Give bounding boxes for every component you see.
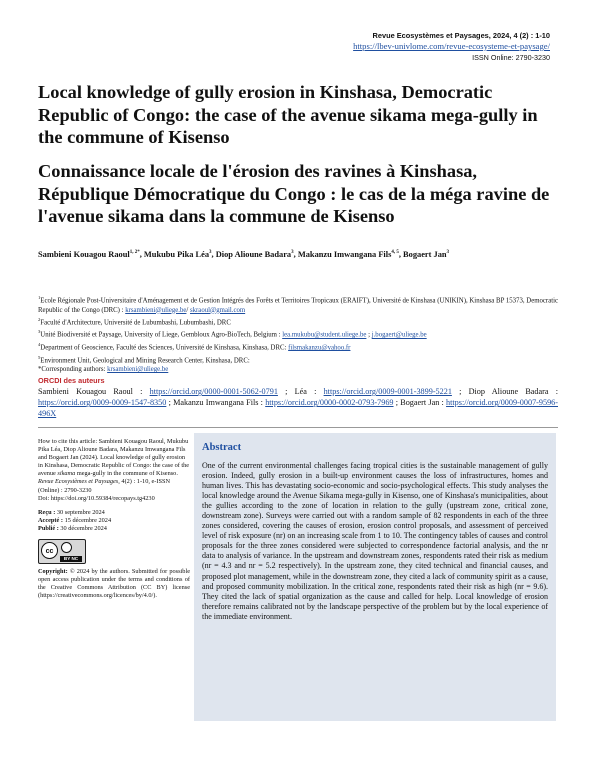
journal-url-link[interactable]: https://lbev-univlome.com/revue-ecosysteme-et-paysage/ bbox=[353, 41, 550, 51]
received-date bbox=[38, 509, 190, 517]
orcid-section bbox=[38, 375, 558, 419]
abstract-text: One of the current environmental challenges facing tropical cities is the sustainable management of gully erosion. Indeed, gully erosion in a built-up environment causes the loss of infrastructures, homes and human lives. This has devastating socio-economic and socio-psychological effects. This study analyses the local knowledge around the Avenue Sikama mega-gully in Kisenso, one of Kinshasa's municipalities, about the gullies according to the zone of location in relation to the gully (upstream zone, critical zone, downstream zone). Surveys were carried out with a random sample of 82 respondents in each of the three zones considered, covering the causes of erosion, erosion control proposals, and assessment of perceived level of risk exposure (nr) on an increasing scale from 1 to 10. The contingency tables of causes and control proposals for the three zones considered were subjected to correspondence factorial analysis, and the nr data to analysis of variance. In the upstream and downstream zones, respondents rated their risk as medium (nr = 4.3 and nr = 5.2 respectively). In the upstream zone, they cited technical and financial causes, and proposed plot management, while in the downstream zone, they cited a lack of community spirit as a cause, and proposed community mobilization. In the critical zone, respondents rated their risk as high (nr = 9.6). They cited the lack of spatial organization as the cause and called for help. Local knowledge of erosion therefore remains calibrated not by the landscape perspective of the problem but by the local experience of the immediate environment. bbox=[202, 461, 548, 621]
journal-issn: ISSN Online: 2790-3230 bbox=[472, 53, 550, 62]
affiliation-2 bbox=[38, 315, 558, 328]
copyright-label: Copyright: bbox=[38, 568, 68, 576]
abstract-heading: Abstract bbox=[202, 442, 242, 453]
affiliation-5 bbox=[38, 353, 558, 366]
author-list bbox=[38, 247, 558, 261]
affiliations bbox=[38, 293, 558, 374]
published-label: Publié : bbox=[38, 524, 61, 532]
author-separator: , bbox=[293, 249, 298, 259]
affiliation-4 bbox=[38, 340, 558, 353]
affil-text: Environment Unit, Geological and Mining Research Center, Kinshasa, DRC: bbox=[40, 356, 250, 364]
author-separator: , bbox=[139, 249, 144, 259]
affil-number: 5 bbox=[38, 354, 41, 360]
accepted-label: Accepté : bbox=[38, 516, 65, 524]
received-value: 30 septembre 2024 bbox=[56, 508, 105, 516]
orcid-link[interactable]: https://orcid.org/0009-0007-9596-496X bbox=[38, 398, 558, 419]
affil-number: 1 bbox=[38, 295, 41, 300]
orcid-author: ; Makanzu Imwangana Fils : bbox=[166, 398, 266, 408]
journal-citation: Revue Ecosystèmes et Paysages, 2024, 4 (2) : 1-10 bbox=[372, 31, 550, 40]
author-separator: , bbox=[398, 249, 404, 259]
cc-by-label: BY NC bbox=[60, 556, 82, 562]
orcid-link[interactable]: https://orcid.org/0009-0001-3899-5221 bbox=[323, 387, 452, 397]
orcid-list bbox=[38, 386, 558, 419]
email-link[interactable]: skraoul@gmail.com bbox=[190, 306, 246, 314]
published-date bbox=[38, 525, 190, 533]
cite-italic: sikama bbox=[57, 470, 76, 478]
author-name: Diop Alioune Badara bbox=[215, 249, 292, 259]
corresponding-label: *Corresponding authors: bbox=[38, 366, 108, 374]
cc-license-icon[interactable] bbox=[38, 539, 86, 564]
email-link[interactable]: krsambieni@uliege.be bbox=[107, 366, 169, 374]
affil-text: Department of Geoscience, Faculté des Sciences, Université de Kinshasa, Kinshasa, DRC: bbox=[40, 344, 289, 352]
email-link[interactable]: j.bogaert@uliege.be bbox=[371, 331, 427, 339]
how-to-cite bbox=[38, 438, 190, 495]
author-separator: , bbox=[211, 249, 216, 259]
title-english: Local knowledge of gully erosion in Kinshasa, Democratic Republic of Congo: the case of the avenue sikama mega-gully in the commune of Kisenso bbox=[38, 82, 538, 147]
email-link[interactable]: krsambieni@uliege.be bbox=[125, 306, 187, 314]
copyright-text: © 2024 by the authors. Submitted for possible open access publication under the terms and conditions of the Creative Commons Attribution (CC BY) license bbox=[38, 568, 190, 592]
author-affil-sup: 4, 5 bbox=[391, 250, 399, 255]
title-french: Connaissance locale de l'érosion des ravines à Kinshasa, République Démocratique du Congo : le cas de la méga ravine de l'avenue sikama dans la commune de Kisenso bbox=[38, 161, 550, 226]
orcid-author: ; Léa : bbox=[277, 387, 324, 397]
abstract-box bbox=[194, 433, 556, 721]
author-affil-sup: 3 bbox=[446, 250, 450, 255]
author-affil-sup: 3 bbox=[291, 250, 294, 255]
accepted-date bbox=[38, 517, 190, 525]
orcid-heading: ORCDI des auteurs bbox=[38, 376, 105, 385]
author-name: Sambieni Kouagou Raoul bbox=[38, 249, 130, 259]
orcid-link[interactable]: https://orcid.org/0000-0002-0793-7969 bbox=[265, 398, 394, 408]
affil-number: 4 bbox=[38, 341, 41, 347]
copyright-notice bbox=[38, 568, 190, 600]
affil-number: 2 bbox=[38, 316, 41, 322]
person-icon bbox=[61, 542, 72, 553]
article-info-sidebar bbox=[38, 438, 190, 600]
affil-text: Faculté d'Architecture, Université de Lubumbashi, Lubumbashi, DRC bbox=[40, 319, 231, 327]
author-name: Bogaert Jan bbox=[403, 249, 447, 259]
section-divider bbox=[38, 427, 558, 428]
author-name: Makanzu Imwangana Fils bbox=[297, 249, 392, 259]
affil-number: 3 bbox=[38, 329, 41, 335]
affiliation-1 bbox=[38, 293, 558, 315]
affil-sep: ; bbox=[366, 331, 372, 339]
orcid-author: Sambieni Kouagou Raoul : bbox=[38, 387, 150, 397]
cite-text: How to cite this article: Sambieni Kouagou Raoul, Mukubu Pika Léa, Diop Alioune Badara, Makanzu Imwangana Fils and Bogaert Jan (2024). Local knowledge of gully erosion in Kinshasa, Democratic Republic of Congo: the case of the avenue bbox=[38, 438, 190, 478]
accepted-value: 15 décembre 2024 bbox=[64, 516, 112, 524]
author-affil-sup: 1, 2* bbox=[129, 250, 140, 255]
journal-header bbox=[353, 30, 550, 63]
cc-icon: cc bbox=[41, 542, 58, 559]
author-affil-sup: 3 bbox=[209, 250, 212, 255]
affil-sep: / bbox=[186, 306, 190, 314]
orcid-link[interactable]: https://orcid.org/0009-0009-1547-8350 bbox=[38, 398, 167, 408]
orcid-link[interactable]: https://orcid.org/0000-0001-5062-0791 bbox=[149, 387, 278, 397]
cite-text: , 4(2) : 1-10, e-ISSN (Online) : 2790-3230 bbox=[38, 478, 171, 494]
author-name: Mukubu Pika Léa bbox=[143, 249, 210, 259]
cite-text: mega-gully in the commune of Kisenso. bbox=[75, 470, 178, 478]
affiliation-3 bbox=[38, 327, 558, 340]
received-label: Reçu : bbox=[38, 508, 57, 516]
email-link[interactable]: lea.mukubu@student.uliege.be bbox=[282, 331, 367, 339]
license-url[interactable]: (https://creativecommons.org/licences/by/4.0/). bbox=[38, 592, 157, 600]
affil-text: Ecole Régionale Post-Universitaire d'Aménagement et de Gestion Intégrés des Forêts et Territoires Tropicaux (ERAIFT), Université de Kinshasa (UNIKIN), Kinshasa BP 15373, Democratic Republic of the Congo (DRC) : bbox=[38, 297, 558, 314]
doi[interactable]: Doi: https://doi.org/10.59384/recopays.tg4230 bbox=[38, 494, 155, 502]
orcid-author: ; Diop Alioune Badara : bbox=[451, 387, 558, 397]
published-value: 30 décembre 2024 bbox=[60, 524, 107, 532]
orcid-author: ; Bogaert Jan : bbox=[393, 398, 447, 408]
cite-journal: Revue Ecosystèmes et Paysages bbox=[38, 478, 119, 486]
affil-text: Unité Biodiversité et Paysage, University of Liege, Gembloux Agro-BioTech, Belgium : bbox=[40, 331, 283, 339]
corresponding-author bbox=[38, 365, 558, 374]
email-link[interactable]: filsmakanzu@yahoo.fr bbox=[288, 344, 351, 352]
